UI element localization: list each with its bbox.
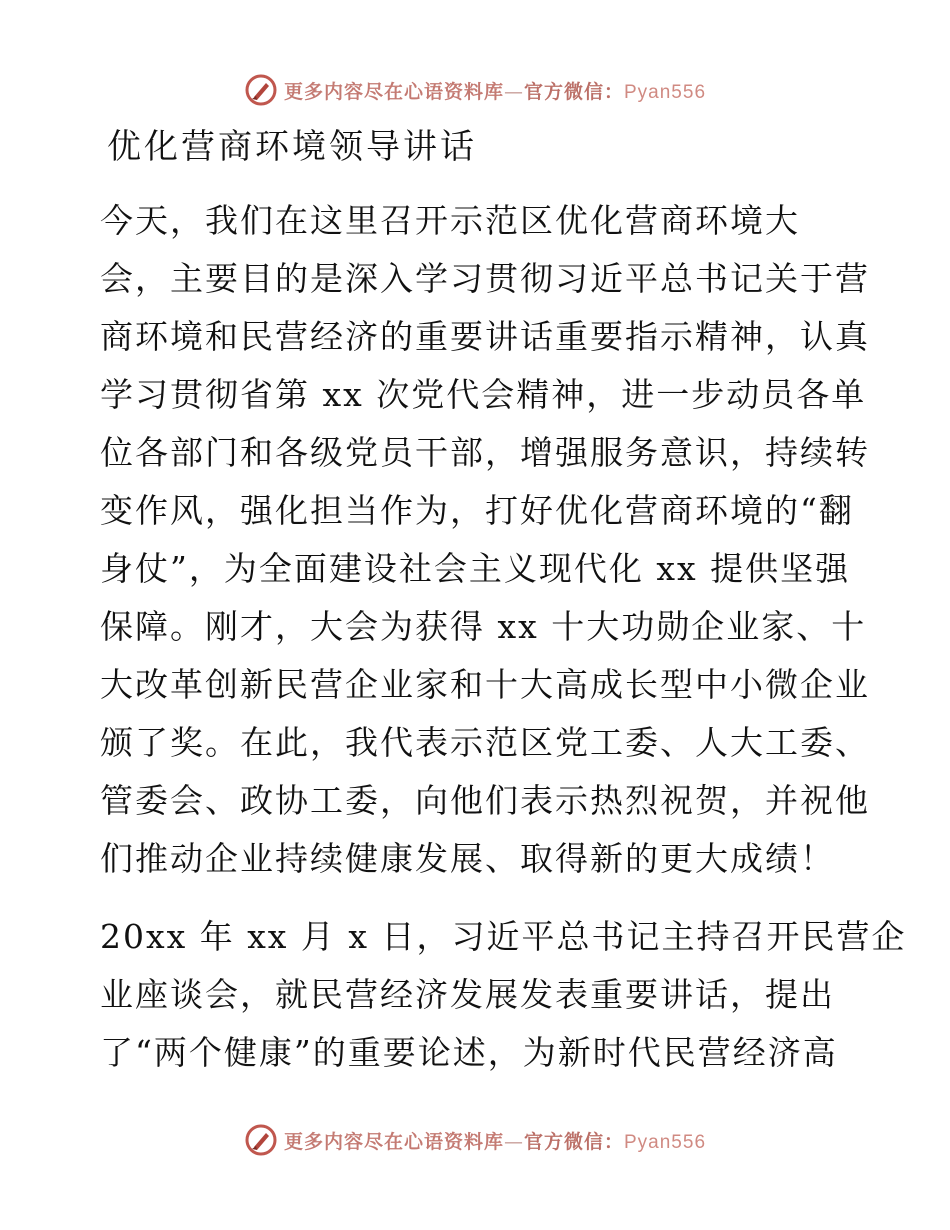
paragraph-1	[100, 192, 870, 888]
header-watermark	[0, 70, 950, 110]
text-line: 今天，我们在这里召开示范区优化营商环境大	[100, 201, 800, 240]
text-line: 身仗”，为全面建设社会主义现代化 xx 提供坚强	[100, 549, 851, 588]
brand-logo-icon	[244, 73, 278, 107]
text-line: 20xx 年 xx 月 x 日，习近平总书记主持召开民营企	[100, 917, 907, 956]
text-line: 保障。刚才，大会为获得 xx 十大功勋企业家、十	[100, 607, 867, 646]
footer-watermark	[0, 1120, 950, 1160]
text-line: 颁了奖。在此，我代表示范区党工委、人大工委、	[100, 723, 870, 762]
text-line: 了“两个健康”的重要论述，为新时代民营经济高	[100, 1033, 838, 1072]
brand-logo-icon	[244, 1123, 278, 1157]
watermark-text: 更多内容尽在心语资料库—官方微信：Pyan556	[283, 1130, 707, 1153]
text-line: 变作风，强化担当作为，打好优化营商环境的“翻	[100, 491, 854, 530]
text-line: 商环境和民营经济的重要讲话重要指示精神，认真	[100, 317, 870, 356]
text-line: 位各部门和各级党员干部，增强服务意识，持续转	[100, 433, 870, 472]
paragraph-2	[100, 908, 907, 1082]
document-title: 优化营商环境领导讲话	[107, 127, 477, 167]
watermark-text: 更多内容尽在心语资料库—官方微信：Pyan556	[283, 80, 707, 103]
text-line: 业座谈会，就民营经济发展发表重要讲话，提出	[100, 975, 835, 1014]
text-line: 学习贯彻省第 xx 次党代会精神，进一步动员各单	[100, 375, 867, 414]
text-line: 管委会、政协工委，向他们表示热烈祝贺，并祝他	[100, 781, 870, 820]
text-line: 会，主要目的是深入学习贯彻习近平总书记关于营	[100, 259, 870, 298]
text-line: 大改革创新民营企业家和十大高成长型中小微企业	[100, 665, 870, 704]
text-line: 们推动企业持续健康发展、取得新的更大成绩！	[100, 839, 835, 878]
